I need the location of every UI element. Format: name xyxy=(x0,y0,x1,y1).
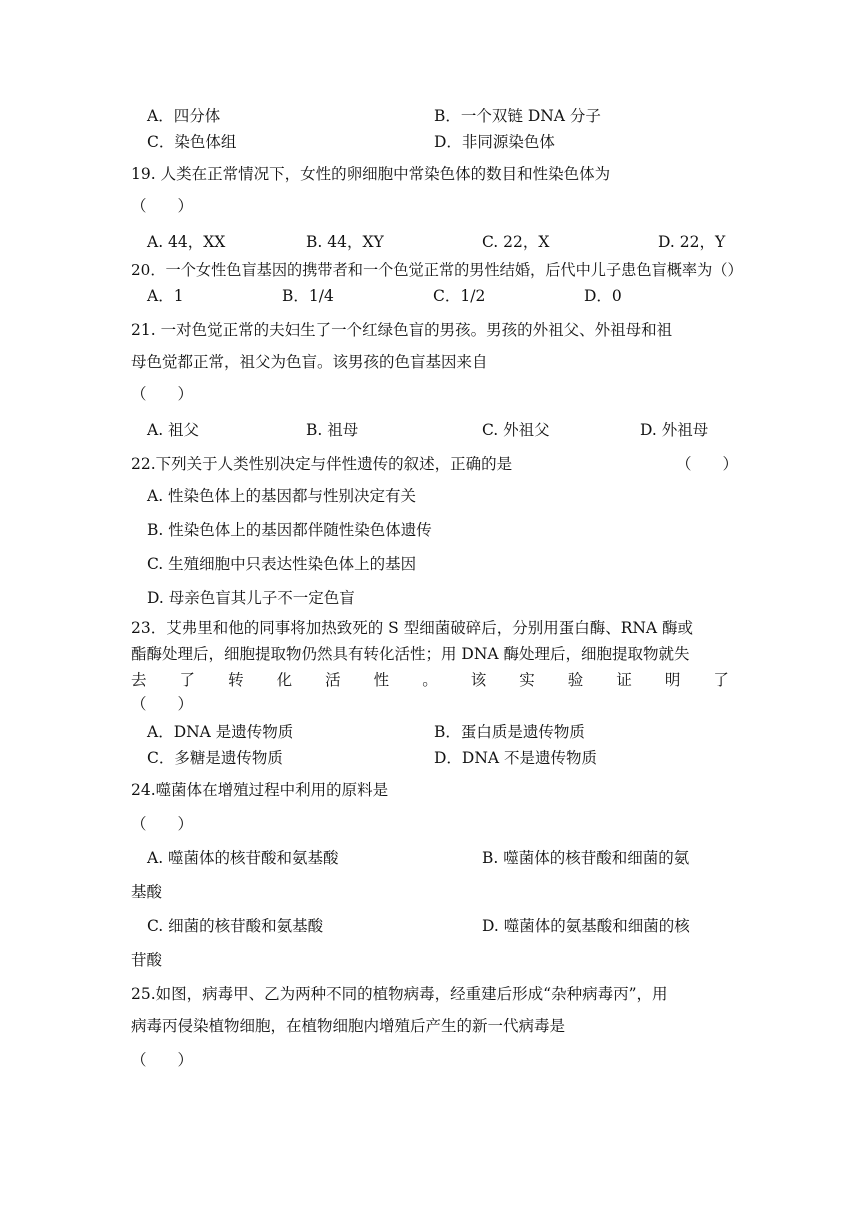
q22-answer-paren: （ ） xyxy=(676,455,739,473)
q21-stem-line-1: 21. 一对色觉正常的夫妇生了一个红绿色盲的男孩。男孩的外祖父、外祖母和祖 xyxy=(131,321,673,339)
q23-char: 了 xyxy=(713,671,729,689)
q25-answer-paren: （ ） xyxy=(131,1051,194,1069)
q20-option-b: B．1/4 xyxy=(282,287,334,305)
q23-char: 证 xyxy=(616,671,632,689)
q19-stem: 19. 人类在正常情况下，女性的卵细胞中常染色体的数目和性染色体为 xyxy=(131,165,611,183)
q22-option-c: C. 生殖细胞中只表达性染色体上的基因 xyxy=(147,555,417,573)
q25-stem-line-2: 病毒丙侵染植物细胞，在植物细胞内增殖后产生的新一代病毒是 xyxy=(131,1017,566,1035)
q23-char: 该 xyxy=(470,671,487,689)
q19-answer-paren: （ ） xyxy=(131,197,194,215)
q23-char: 性 xyxy=(373,671,390,689)
q20-option-c: C．1/2 xyxy=(433,287,486,305)
q20-option-d: D．0 xyxy=(584,287,622,305)
q21-stem-line-2: 母色觉都正常，祖父为色盲。该男孩的色盲基因来自 xyxy=(131,353,488,371)
q23-answer-paren: （ ） xyxy=(131,695,194,713)
q25-stem-line-1: 25.如图，病毒甲、乙为两种不同的植物病毒，经重建后形成“杂种病毒丙”，用 xyxy=(131,985,668,1003)
q23-char: 去 xyxy=(131,671,147,689)
q18-option-d: D．非同源染色体 xyxy=(434,133,555,151)
q24-option-d: D. 噬菌体的氨基酸和细菌的核 xyxy=(482,917,690,935)
q23-option-a: A．DNA 是遗传物质 xyxy=(147,723,294,741)
q21-option-c: C. 外祖父 xyxy=(482,421,550,439)
q24-answer-paren: （ ） xyxy=(131,815,194,833)
q24-option-b-continued: 基酸 xyxy=(131,883,163,901)
q21-option-a: A. 祖父 xyxy=(147,421,200,439)
q24-option-b: B. 噬菌体的核苷酸和细菌的氨 xyxy=(482,849,690,867)
q23-option-b: B．蛋白质是遗传物质 xyxy=(434,723,585,741)
q19-option-c: C. 22，X xyxy=(482,233,550,251)
q23-stem-line-2: 酯酶处理后，细胞提取物仍然具有转化活性；用 DNA 酶处理后，细胞提取物就失 xyxy=(131,645,690,663)
q18-option-a: A．四分体 xyxy=(147,107,221,125)
q22-stem: 22.下列关于人类性别决定与伴性遗传的叙述，正确的是 xyxy=(131,455,513,473)
q19-option-b: B. 44，XY xyxy=(306,233,384,251)
q23-char: 明 xyxy=(664,671,681,689)
q18-option-c: C．染色体组 xyxy=(147,133,237,151)
q23-char: 化 xyxy=(276,671,293,689)
q23-stem-line-1: 23．艾弗里和他的同事将加热致死的 S 型细菌破碎后，分别用蛋白酶、RNA 酶或 xyxy=(131,619,694,637)
q23-char: 了 xyxy=(179,671,196,689)
q24-option-a: A. 噬菌体的核苷酸和氨基酸 xyxy=(147,849,339,867)
q24-option-d-continued: 苷酸 xyxy=(131,951,163,969)
q21-option-b: B. 祖母 xyxy=(306,421,359,439)
q23-char: 。 xyxy=(422,671,438,689)
q22-option-d: D. 母亲色盲其儿子不一定色盲 xyxy=(147,589,355,607)
q24-option-c: C. 细菌的核苷酸和氨基酸 xyxy=(147,917,324,935)
q22-option-a: A. 性染色体上的基因都与性别决定有关 xyxy=(147,487,417,505)
q24-stem: 24.噬菌体在增殖过程中利用的原料是 xyxy=(131,781,389,799)
q23-option-c: C．多糖是遗传物质 xyxy=(147,749,283,767)
q23-char: 实 xyxy=(519,671,535,689)
q23-char: 验 xyxy=(567,671,584,689)
q23-char: 活 xyxy=(325,671,341,689)
q18-option-b: B．一个双链 DNA 分子 xyxy=(434,107,601,125)
q19-option-d: D. 22，Y xyxy=(658,233,726,251)
q23-stem-line-3 xyxy=(131,670,729,690)
q21-option-d: D. 外祖母 xyxy=(640,421,709,439)
q20-stem: 20．一个女性色盲基因的携带者和一个色觉正常的男性结婚，后代中儿子患色盲概率为（） xyxy=(131,261,743,279)
q23-char: 转 xyxy=(228,671,244,689)
q23-option-d: D．DNA 不是遗传物质 xyxy=(434,749,598,767)
q22-option-b: B. 性染色体上的基因都伴随性染色体遗传 xyxy=(147,521,432,539)
q21-answer-paren: （ ） xyxy=(131,385,194,403)
q19-option-a: A. 44，XX xyxy=(147,233,226,251)
q20-option-a: A．1 xyxy=(147,287,184,305)
